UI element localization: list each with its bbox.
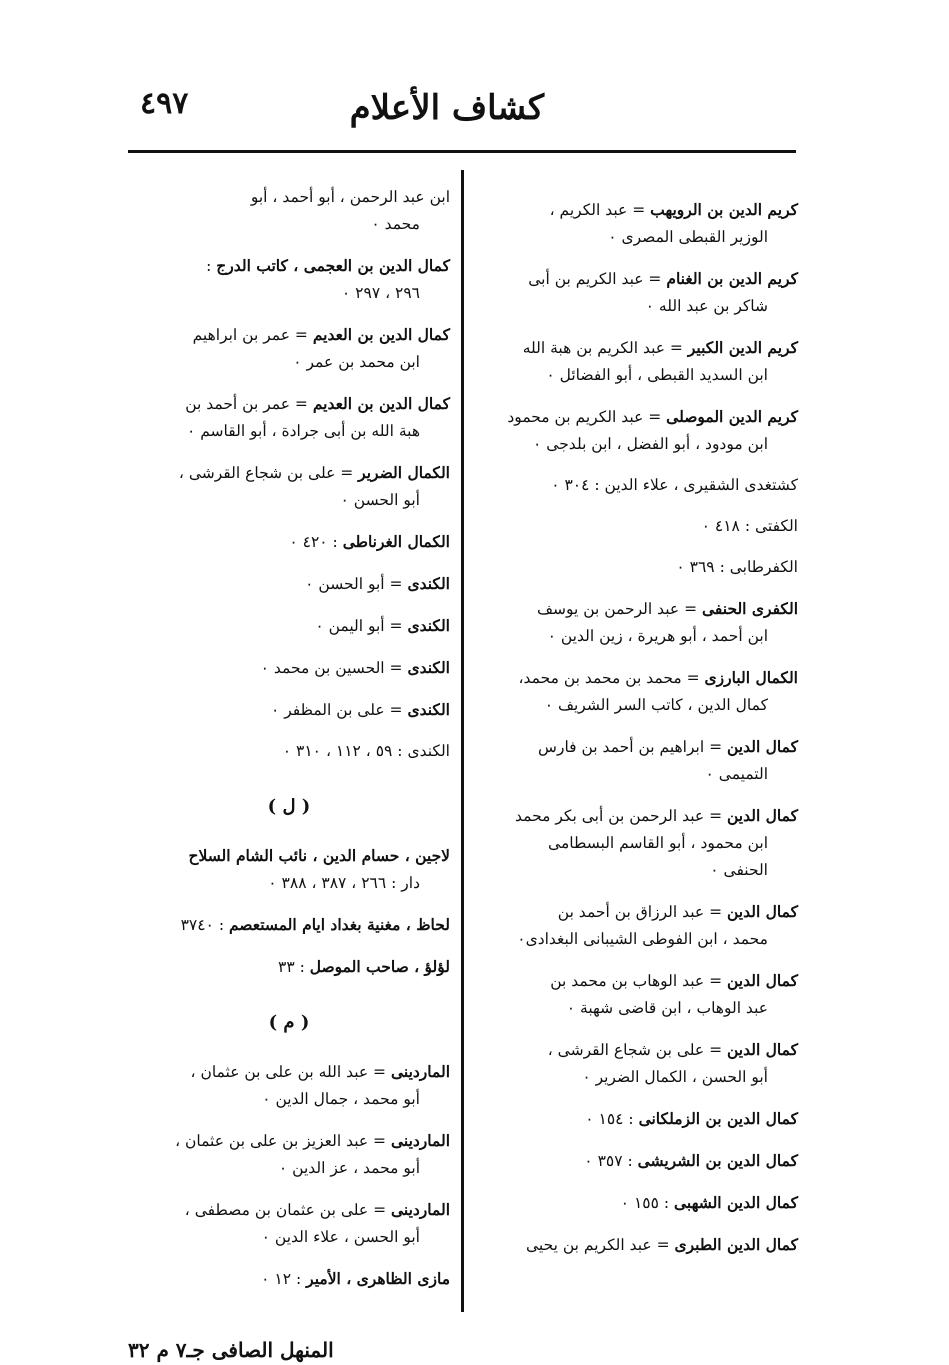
entry-headword: كمال الدين بن الشريشى xyxy=(637,1151,798,1170)
entry-headword: كمال الدين الطبرى xyxy=(674,1235,798,1254)
entry-continuation-line: أبو الحسن ، علاء الدين ٠ xyxy=(261,1228,420,1246)
index-entry xyxy=(128,1127,450,1182)
entry-first-line xyxy=(128,738,450,765)
entry-first-line xyxy=(474,513,798,540)
entry-first-line xyxy=(474,196,798,224)
entry-continuation-line: كمال الدين ، كاتب السر الشريف ٠ xyxy=(544,696,768,714)
entry-headword: الكندى xyxy=(407,700,450,719)
page-number: ٤٩٧ xyxy=(140,86,189,121)
entry-headword: كريم الدين بن الرويهب xyxy=(650,200,798,219)
entry-text: : ٣٥٧ ٠ xyxy=(584,1152,638,1170)
index-entry xyxy=(474,472,798,499)
entry-headword: كمال الدين xyxy=(727,1040,798,1059)
entry-first-line xyxy=(128,612,450,640)
index-entry xyxy=(474,403,798,458)
entry-text: : ١٥٥ ٠ xyxy=(620,1194,674,1212)
entry-text: الكفتى : ٤١٨ ٠ xyxy=(701,517,798,535)
entry-text: = عبد الرحمن بن يوسف xyxy=(536,600,703,618)
entry-text: الكفرطابى : ٣٦٩ ٠ xyxy=(676,558,798,576)
index-entry xyxy=(128,1265,450,1293)
index-entry xyxy=(128,738,450,765)
entry-first-line xyxy=(474,664,798,692)
entry-first-line xyxy=(128,1058,450,1086)
index-entry xyxy=(128,612,450,640)
entry-headword: الكندى xyxy=(407,616,450,635)
entry-first-line xyxy=(474,967,798,995)
entry-headword: الكفرى الحنفى xyxy=(702,599,798,618)
index-entry xyxy=(128,390,450,445)
entry-headword: الكندى xyxy=(407,574,450,593)
entry-first-line xyxy=(128,184,450,211)
index-entry xyxy=(128,1058,450,1113)
entry-first-line xyxy=(474,403,798,431)
index-entry xyxy=(128,252,450,307)
index-entry xyxy=(128,842,450,897)
entry-text: = عبد الكريم بن محمود xyxy=(507,408,667,426)
entry-headword: مازى الظاهرى ، الأمير xyxy=(306,1269,450,1288)
index-entry xyxy=(474,1231,798,1259)
entry-first-line xyxy=(128,459,450,487)
index-entry xyxy=(474,595,798,650)
entry-text: = عبد الله بن على بن عثمان ، xyxy=(190,1063,391,1081)
entry-first-line xyxy=(474,1036,798,1064)
entry-text: كشتغدى الشقيرى ، علاء الدين : ٣٠٤ ٠ xyxy=(551,476,798,494)
entry-headword: كمال الدين xyxy=(727,737,798,756)
entry-first-line xyxy=(128,911,450,939)
index-entry xyxy=(474,1105,798,1133)
index-entry xyxy=(474,733,798,788)
entry-headword: كمال الدين بن الزملكانى xyxy=(638,1109,798,1128)
entry-text: = على بن عثمان بن مصطفى ، xyxy=(184,1201,391,1219)
index-entry xyxy=(128,184,450,238)
entry-first-line xyxy=(474,1105,798,1133)
entry-first-line xyxy=(128,252,450,280)
entry-text: = عبد الوهاب بن محمد بن xyxy=(550,972,727,990)
entry-first-line xyxy=(474,898,798,926)
entry-text: = عبد الرزاق بن أحمد بن xyxy=(557,903,727,921)
entry-headword: كمال الدين بن العديم xyxy=(312,325,450,344)
entry-continuation-line: عبد الوهاب ، ابن قاضى شهبة ٠ xyxy=(566,999,768,1017)
index-entry xyxy=(474,1147,798,1175)
printer-signature: المنهل الصافى جـ٧ م ٣٢ xyxy=(128,1338,334,1362)
entry-continuation-line: ابن مودود ، أبو الفضل ، ابن بلدجى ٠ xyxy=(533,435,768,453)
index-entry xyxy=(474,1036,798,1091)
entry-first-line xyxy=(128,842,450,870)
entry-continuation-line: ابن محمود ، أبو القاسم البسطامى xyxy=(548,834,768,852)
entry-text: = ابراهيم بن أحمد بن فارس xyxy=(538,738,727,756)
entry-first-line xyxy=(128,654,450,682)
left-column-mim-section xyxy=(128,1058,450,1293)
entry-first-line xyxy=(128,570,450,598)
entry-first-line xyxy=(474,334,798,362)
entry-continuation-line: الوزير القبطى المصرى ٠ xyxy=(608,228,768,246)
section-heading-lam: ( ل ) xyxy=(267,796,311,817)
entry-text: : ٣٧٤٠ xyxy=(180,916,229,934)
entry-first-line xyxy=(128,321,450,349)
entry-first-line xyxy=(474,595,798,623)
left-column-top xyxy=(128,184,450,765)
index-entry xyxy=(128,528,450,556)
entry-text: = على بن شجاع القرشى ، xyxy=(547,1041,727,1059)
entry-continuation-line: دار : ٢٦٦ ، ٣٨٧ ، ٣٨٨ ٠ xyxy=(268,874,420,892)
entry-continuation-line: التميمى ٠ xyxy=(705,765,768,783)
index-entry xyxy=(128,459,450,514)
index-entry xyxy=(474,513,798,540)
entry-headword: لؤلؤ ، صاحب الموصل xyxy=(309,957,450,976)
entry-text: = عبد الكريم ، xyxy=(549,201,651,219)
entry-text: = الحسين بن محمد ٠ xyxy=(260,659,408,677)
entry-text: : ٣٣ xyxy=(278,958,310,976)
entry-text: = على بن شجاع القرشى ، xyxy=(178,464,359,482)
index-entry xyxy=(128,321,450,376)
entry-continuation-line: ابن أحمد ، أبو هريرة ، زين الدين ٠ xyxy=(547,627,768,645)
entry-text: = محمد بن محمد بن محمد، xyxy=(518,669,705,687)
entry-continuation-line: محمد ، ابن الفوطى الشيبانى البغدادى٠ xyxy=(517,930,768,948)
entry-continuation-line: شاكر بن عبد الله ٠ xyxy=(645,297,768,315)
entry-text: = أبو الحسن ٠ xyxy=(305,575,408,593)
entry-text: = على بن المظفر ٠ xyxy=(270,701,408,719)
index-entry xyxy=(474,1189,798,1217)
entry-continuation-line: ابن محمد بن عمر ٠ xyxy=(293,353,420,371)
entry-text: = عبد الرحمن بن أبى بكر محمد xyxy=(515,807,727,825)
index-entry xyxy=(128,1196,450,1251)
entry-first-line xyxy=(128,1265,450,1293)
left-column-lam-section xyxy=(128,842,450,981)
entry-headword: الماردينى xyxy=(390,1131,450,1150)
entry-continuation-line: أبو محمد ، جمال الدين ٠ xyxy=(262,1090,420,1108)
index-entry xyxy=(128,654,450,682)
index-entry xyxy=(474,196,798,251)
entry-headword: كريم الدين الموصلى xyxy=(666,407,798,426)
entry-headword: كمال الدين xyxy=(727,806,798,825)
entry-text: = أبو اليمن ٠ xyxy=(315,617,408,635)
entry-text: : ١٥٤ ٠ xyxy=(585,1110,639,1128)
entry-first-line xyxy=(474,472,798,499)
entry-continuation-line: هبة الله بن أبى جرادة ، أبو القاسم ٠ xyxy=(186,422,420,440)
entry-continuation-line: أبو محمد ، عز الدين ٠ xyxy=(278,1159,420,1177)
entry-continuation-line: محمد ٠ xyxy=(371,215,420,233)
index-entry xyxy=(474,802,798,884)
entry-text: : ١٢ ٠ xyxy=(261,1270,307,1288)
entry-headword: كمال الدين xyxy=(727,971,798,990)
entry-headword: لاجين ، حسام الدين ، نائب الشام السلاح xyxy=(188,846,450,865)
entry-continuation-line: أبو الحسن ٠ xyxy=(340,491,420,509)
entry-headword: كمال الدين xyxy=(727,902,798,921)
entry-headword: الكمال البارزى xyxy=(704,668,798,687)
entry-first-line xyxy=(474,265,798,293)
entry-text: = عمر بن أحمد بن xyxy=(185,395,313,413)
entry-first-line xyxy=(128,696,450,724)
index-entry xyxy=(474,265,798,320)
right-column xyxy=(474,196,798,1273)
index-entry xyxy=(128,696,450,724)
entry-headword: الماردينى xyxy=(390,1200,450,1219)
entry-first-line xyxy=(474,1147,798,1175)
entry-continuation-line: ٢٩٦ ، ٢٩٧ ٠ xyxy=(341,284,420,302)
index-entry xyxy=(474,664,798,719)
page-title: كشاف الأعلام xyxy=(349,88,544,128)
entry-first-line xyxy=(128,953,450,981)
entry-first-line xyxy=(128,390,450,418)
entry-first-line xyxy=(474,1231,798,1259)
column-divider xyxy=(461,170,464,1312)
entry-text: = عمر بن ابراهيم xyxy=(192,326,313,344)
left-column xyxy=(128,184,450,1307)
entry-continuation-line: الحنفى ٠ xyxy=(710,861,768,879)
index-entry xyxy=(128,570,450,598)
entry-first-line xyxy=(474,554,798,581)
entry-headword: الكمال الضرير xyxy=(358,463,450,482)
header-rule xyxy=(128,150,796,153)
entry-first-line xyxy=(128,1196,450,1224)
entry-text: ابن عبد الرحمن ، أبو أحمد ، أبو xyxy=(250,188,450,206)
index-entry xyxy=(128,953,450,981)
entry-headword: كمال الدين بن العديم xyxy=(312,394,450,413)
entry-first-line xyxy=(128,528,450,556)
entry-first-line xyxy=(474,802,798,830)
entry-continuation-line: أبو الحسن ، الكمال الضرير ٠ xyxy=(582,1068,768,1086)
entry-headword: كريم الدين بن الغنام xyxy=(666,269,798,288)
entry-text: : xyxy=(206,257,217,275)
index-entry xyxy=(128,911,450,939)
entry-text: الكندى : ٥٩ ، ١١٢ ، ٣١٠ ٠ xyxy=(282,742,450,760)
index-entry xyxy=(474,967,798,1022)
entry-headword: كمال الدين بن العجمى ، كاتب الدرج xyxy=(216,256,450,275)
entry-first-line xyxy=(474,1189,798,1217)
index-entry xyxy=(474,554,798,581)
entry-text: : ٤٢٠ ٠ xyxy=(289,533,343,551)
entry-headword: لحاظ ، مغنية بغداد ايام المستعصم xyxy=(228,915,450,934)
entry-headword: كمال الدين الشهبى xyxy=(674,1193,798,1212)
entry-continuation-line: ابن السديد القبطى ، أبو الفضائل ٠ xyxy=(546,366,768,384)
entry-text: = عبد الكريم بن هبة الله xyxy=(522,339,688,357)
entry-text: = عبد العزيز بن على بن عثمان ، xyxy=(175,1132,391,1150)
entry-headword: الكندى xyxy=(407,658,450,677)
index-entry xyxy=(474,334,798,389)
entry-first-line xyxy=(128,1127,450,1155)
entry-first-line xyxy=(474,733,798,761)
entry-text: = عبد الكريم بن أبى xyxy=(528,270,667,288)
entry-headword: الكمال الغرناطى xyxy=(342,532,450,551)
section-heading-mim: ( م ) xyxy=(268,1012,310,1033)
entry-text: = عبد الكريم بن يحيى xyxy=(526,1236,675,1254)
index-entry xyxy=(474,898,798,953)
entry-headword: الماردينى xyxy=(390,1062,450,1081)
entry-headword: كريم الدين الكبير xyxy=(687,338,798,357)
